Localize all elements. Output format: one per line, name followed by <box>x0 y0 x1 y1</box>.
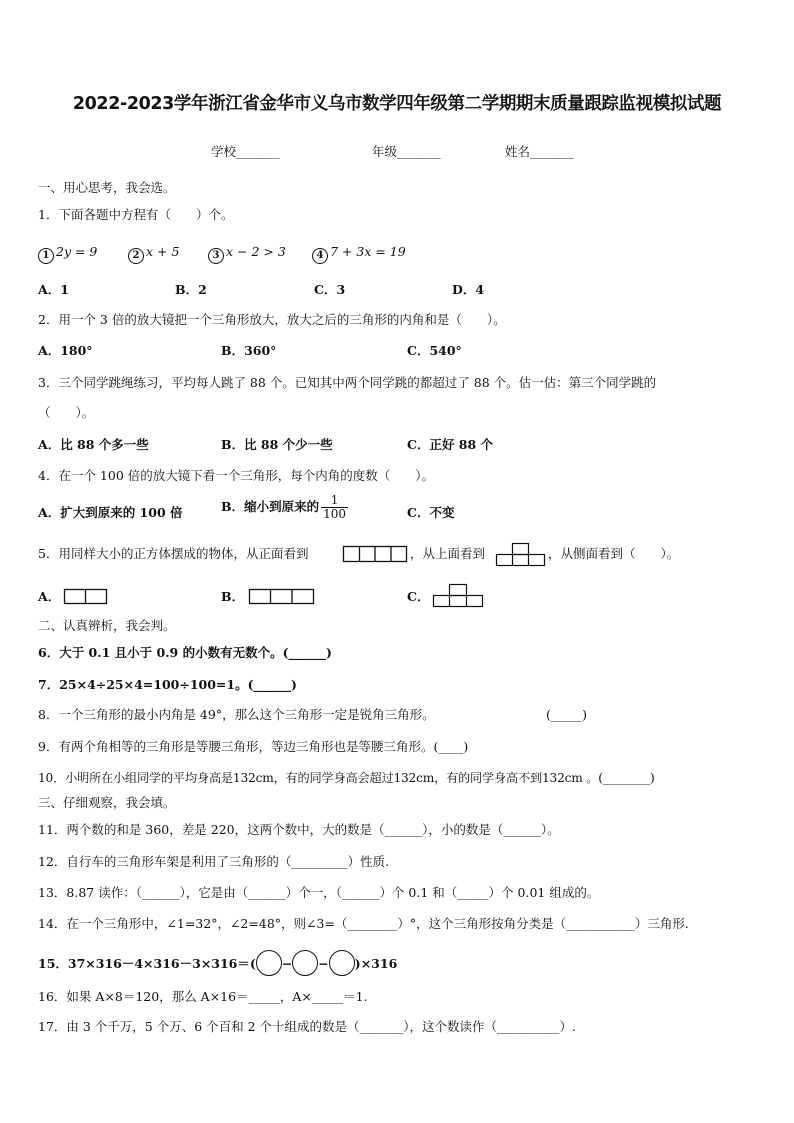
question-16: 16．如果 A×8＝120，那么 A×16＝_____，A×_____＝1. <box>38 989 368 1004</box>
fraction-one-hundredth <box>321 494 348 521</box>
option-a-figure <box>64 589 108 605</box>
q1-expr-2: x + 5 <box>146 244 180 259</box>
question-10: 10．小明所在小组同学的平均身高是132cm，有的同学身高会超过132cm，有的同学身高不到132cm 。(________) <box>38 771 655 785</box>
question-3-line-1: 3．三个同学跳绳练习，平均每人跳了 88 个。已知其中两个同学跳的都超过了 88 个。估一估：第三个同学跳的 <box>38 375 657 390</box>
q1-option-c[interactable]: C．3 <box>314 282 346 297</box>
question-3-line-2: （ ）。 <box>38 405 95 420</box>
question-1: 1．下面各题中方程有（ ）个。 <box>38 207 234 222</box>
answer-circle-3[interactable] <box>329 950 355 976</box>
q3-option-a[interactable]: A．比 88 个多一些 <box>38 437 149 452</box>
q8-answer-blank[interactable]: (_____) <box>546 707 588 722</box>
q2-option-c[interactable]: C．540° <box>407 343 462 358</box>
question-5-part-top: ，从上面看到 <box>410 546 486 561</box>
q1-option-d[interactable]: D．4 <box>452 282 485 297</box>
q3-option-b[interactable]: B．比 88 个少一些 <box>221 437 333 452</box>
grade-field[interactable]: 年级_______ <box>372 144 441 159</box>
name-field[interactable]: 姓名_______ <box>505 144 574 159</box>
top-view-figure <box>496 543 545 567</box>
option-c-figure <box>433 584 484 608</box>
q5-option-b[interactable]: B． <box>221 589 245 604</box>
q1-item-2 <box>128 243 179 264</box>
q2-option-a[interactable]: A．180° <box>38 343 93 358</box>
q15-right: )×316 <box>354 956 398 971</box>
question-11: 11．两个数的和是 360，差是 220，这两个数中，大的数是（______），小的数是（______）。 <box>38 822 560 837</box>
section-1-heading: 一、用心思考，我会选。 <box>38 180 176 195</box>
circle-number-1: 1 <box>38 248 54 264</box>
question-7: 7．25×4÷25×4=100÷100=1。(______) <box>38 677 297 692</box>
question-15 <box>38 950 397 976</box>
question-9: 9．有两个角相等的三角形是等腰三角形，等边三角形也是等腰三角形。(____) <box>38 739 469 754</box>
q1-expr-4: 7 + 3x = 19 <box>330 244 406 259</box>
q1-option-a[interactable]: A．1 <box>38 282 69 297</box>
q1-option-b[interactable]: B．2 <box>175 282 207 297</box>
q4-option-b-label: B．缩小到原来的 <box>221 499 320 514</box>
q15-minus-1: − <box>281 956 293 971</box>
question-4: 4．在一个 100 倍的放大镜下看一个三角形，每个内角的度数（ ）。 <box>38 468 435 483</box>
q4-option-a[interactable]: A．扩大到原来的 100 倍 <box>38 505 183 520</box>
section-3-heading: 三、仔细观察，我会填。 <box>38 795 176 810</box>
answer-circle-2[interactable] <box>292 950 318 976</box>
question-17: 17．由 3 个千万，5 个万、6 个百和 2 个十组成的数是（_______），这个数读作（__________）. <box>38 1019 577 1034</box>
question-5-part-front: 5．用同样大小的正方体摆成的物体，从正面看到 <box>38 546 309 561</box>
question-13: 13．8.87 读作：（______），它是由（______）个一，（______）个 0.1 和（_____）个 0.01 组成的。 <box>38 885 600 900</box>
question-12: 12．自行车的三角形车架是利用了三角形的（_________）性质. <box>38 854 390 869</box>
q1-item-3 <box>208 243 286 264</box>
question-6: 6．大于 0.1 且小于 0.9 的小数有无数个。(______) <box>38 645 332 660</box>
q1-expr-3: x − 2 > 3 <box>226 244 286 259</box>
question-8: 8．一个三角形的最小内角是 49°，那么这个三角形一定是锐角三角形。 <box>38 707 435 722</box>
question-2: 2．用一个 3 倍的放大镜把一个三角形放大，放大之后的三角形的内角和是（ ）。 <box>38 312 506 327</box>
q1-item-4 <box>312 243 406 264</box>
q5-option-c[interactable]: C． <box>407 589 430 604</box>
q5-option-a[interactable]: A． <box>38 589 61 604</box>
circle-number-2: 2 <box>128 248 144 264</box>
option-b-figure <box>249 589 315 605</box>
q15-minus-2: − <box>318 956 329 971</box>
q4-option-c[interactable]: C．不变 <box>407 505 455 520</box>
question-14: 14．在一个三角形中，∠1=32°，∠2=48°，则∠3=（________）°，这个三角形按角分类是（___________）三角形. <box>38 916 689 931</box>
q2-option-b[interactable]: B．360° <box>221 343 277 358</box>
q1-item-1 <box>38 243 97 264</box>
fraction-numerator: 1 <box>330 493 339 507</box>
fraction-denominator: 100 <box>323 507 346 521</box>
circle-number-3: 3 <box>208 248 224 264</box>
q1-expr-1: 2y = 9 <box>56 244 98 259</box>
front-view-figure <box>343 546 407 563</box>
q3-option-c[interactable]: C．正好 88 个 <box>407 437 494 452</box>
q15-left: 15．37×316－4×316－3×316＝( <box>38 956 256 971</box>
question-5-part-side: ，从侧面看到（ ）。 <box>548 546 680 561</box>
section-2-heading: 二、认真辨析，我会判。 <box>38 618 176 633</box>
q4-option-b[interactable] <box>221 494 348 521</box>
school-field[interactable]: 学校_______ <box>211 144 280 159</box>
page-title: 2022-2023学年浙江省金华市义乌市数学四年级第二学期期末质量跟踪监视模拟试题 <box>72 94 722 114</box>
circle-number-4: 4 <box>312 248 328 264</box>
answer-circle-1[interactable] <box>256 950 282 976</box>
